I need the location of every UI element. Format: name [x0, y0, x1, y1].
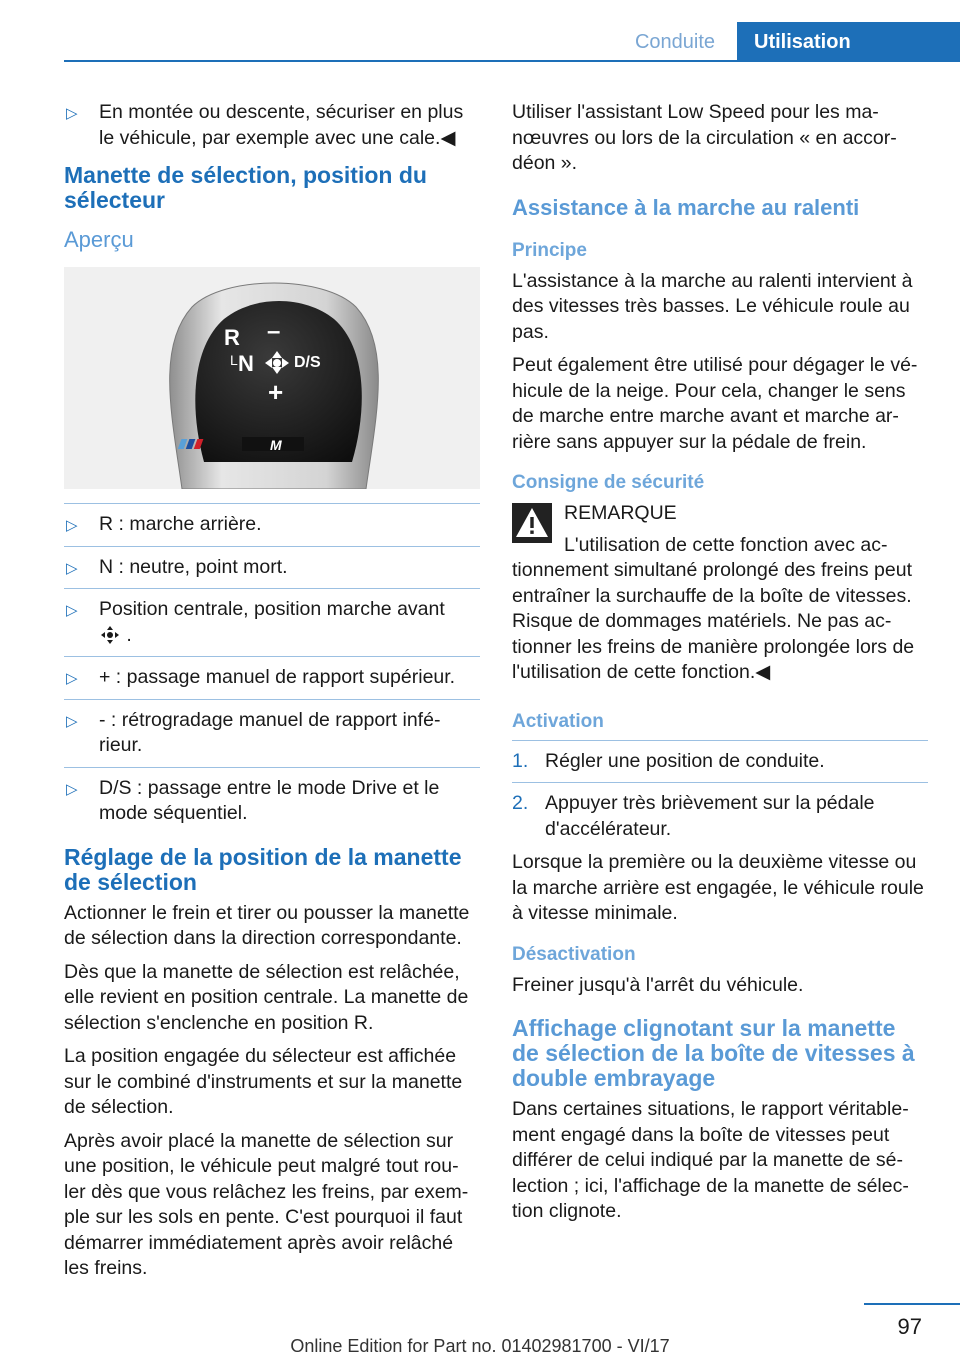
paragraph: Actionner le frein et tirer ou pousser la manette de sélection dans la direction correspondante.: [64, 901, 470, 949]
triangle-bullet-icon: ▷: [66, 780, 78, 798]
center-position-icon: [99, 626, 121, 644]
triangle-bullet-icon: ▷: [66, 517, 78, 534]
warning-title: REMARQUE: [564, 502, 677, 524]
list-item: [64, 776, 480, 827]
list-item: [512, 791, 928, 842]
knob-label-minus: –: [267, 318, 281, 345]
knob-label-n: N: [238, 351, 254, 376]
bullet-text: - : rétrogradage manuel de rapport infé-rieur.: [99, 708, 441, 756]
footer-rule: [864, 1303, 960, 1305]
bullet-text: R : marche arrière.: [99, 513, 262, 535]
step-text: Appuyer très brièvement sur la pédale d'accélérateur.: [545, 792, 875, 840]
subsection-heading: Consigne de sécurité: [512, 472, 705, 493]
bullet-text: N : neutre, point mort.: [99, 555, 288, 578]
bullet-text: Position centrale, position marche avant: [99, 598, 445, 620]
paragraph: La position engagée du sélecteur est affichée sur le combiné d'instruments et sur la manette de sélection.: [64, 1045, 463, 1118]
divider: [64, 546, 480, 547]
section-heading: Réglage de la position de la manette de sélection: [64, 843, 462, 895]
divider: [512, 782, 928, 783]
paragraph: Après avoir placé la manette de sélection sur une position, le véhicule peut malgré tout rou-ler dès que vous relâchez les freins, par exem-ple sur les sols en pente. C'est pourquoi il faut démarrer immédiatement après avoir relâché les freins.: [64, 1129, 469, 1279]
bullet-text: + : passage manuel de rapport supérieur.: [99, 666, 456, 688]
section-heading: Affichage clignotant sur la manette de sélection de la boîte de vitesses à double embrayage: [512, 1015, 915, 1091]
header-tab-utilisation[interactable]: Utilisation: [737, 22, 960, 62]
bullet-text: D/S : passage entre le mode Drive et le mode séquentiel.: [99, 776, 440, 824]
page-number: 97: [897, 1314, 922, 1339]
list-item: [512, 749, 928, 775]
divider: [64, 656, 480, 657]
paragraph: L'assistance à la marche au ralenti intervient à des vitesses très basses. Le véhicule roule au pas.: [512, 269, 913, 343]
paragraph: Dès que la manette de sélection est relâchée, elle revient en position centrale. La manette de sélection s'enclenche en position R.: [64, 960, 469, 1034]
paragraph: Freiner jusqu'à l'arrêt du véhicule.: [512, 973, 804, 996]
paragraph: Lorsque la première ou la deuxième vitesse ou la marche arrière est engagée, le véhicule roule à vitesse minimale.: [512, 851, 924, 924]
warning-line: L'utilisation de cette fonction avec ac-: [564, 533, 888, 556]
subsection-heading: Activation: [512, 710, 604, 732]
list-item: [64, 708, 480, 759]
list-item: [64, 597, 480, 648]
edition-note: Online Edition for Part no. 01402981700 - VI/17: [290, 1336, 670, 1356]
divider: [64, 503, 480, 504]
triangle-bullet-icon: ▷: [66, 559, 78, 577]
warning-icon: [512, 503, 552, 543]
knob-label-ds: D/S: [294, 354, 321, 371]
left-column: [64, 100, 480, 1290]
subsection-heading: Principe: [512, 239, 587, 261]
list-item: [64, 665, 480, 691]
triangle-bullet-icon: ▷: [66, 670, 78, 687]
header-rule: [64, 60, 960, 62]
bullet-suffix: .: [126, 623, 132, 646]
divider: [64, 767, 480, 768]
triangle-bullet-icon: ▷: [66, 105, 78, 122]
list-item: [64, 512, 480, 538]
divider: [64, 699, 480, 700]
divider: [64, 588, 480, 589]
knob-label-plus: +: [268, 377, 284, 407]
list-item: [64, 555, 480, 581]
section-heading: Manette de sélection, position du sélecteur: [64, 162, 427, 213]
warning-text: tionnement simultané prolongé des freins peut entraîner la surchauffe de la boîte de vitesses. Risque de dommages matériels. Ne pas ac-tionner les freins de manière prolongée lors de l'utilisation de cette fonction.◀: [512, 559, 915, 683]
header-tab-conduite[interactable]: Conduite: [634, 31, 716, 53]
step-number: 1.: [512, 749, 529, 772]
paragraph: Dans certaines situations, le rapport véritable-ment engagé dans la boîte de vitesses peut différer de celui indiqué par la manette de sé-lection ; ici, l'affichage de la manette de sélec-tion clignote.: [512, 1098, 909, 1222]
right-column: [512, 100, 928, 1233]
subsection-heading: Aperçu: [64, 227, 134, 252]
m-logo-text: M: [270, 437, 282, 453]
section-heading: Assistance à la marche au ralenti: [512, 194, 860, 220]
bullet-text: En montée ou descente, sécuriser en plus le véhicule, par exemple avec une cale.◀: [99, 101, 464, 149]
knob-label-r: R: [224, 325, 240, 350]
gear-selector-photo: [64, 267, 480, 489]
warning-box: [512, 501, 928, 558]
paragraph: Utiliser l'assistant Low Speed pour les ma-nœuvres ou lors de la circulation « en accor-déon ».: [512, 101, 897, 174]
paragraph: Peut également être utilisé pour dégager le vé-hicule de la neige. Pour cela, changer le sens de marche entre marche avant et marche ar-rière sans appuyer sur la pédale de frein.: [512, 354, 918, 453]
step-text: Régler une position de conduite.: [545, 749, 825, 772]
knob-label-l: L: [230, 352, 238, 368]
subsection-heading: Désactivation: [512, 943, 636, 965]
triangle-bullet-icon: ▷: [66, 602, 78, 619]
step-number: 2.: [512, 792, 529, 814]
list-item: [64, 100, 480, 151]
triangle-bullet-icon: ▷: [66, 712, 78, 730]
divider: [512, 740, 928, 741]
gear-knob-illustration: [64, 267, 480, 489]
